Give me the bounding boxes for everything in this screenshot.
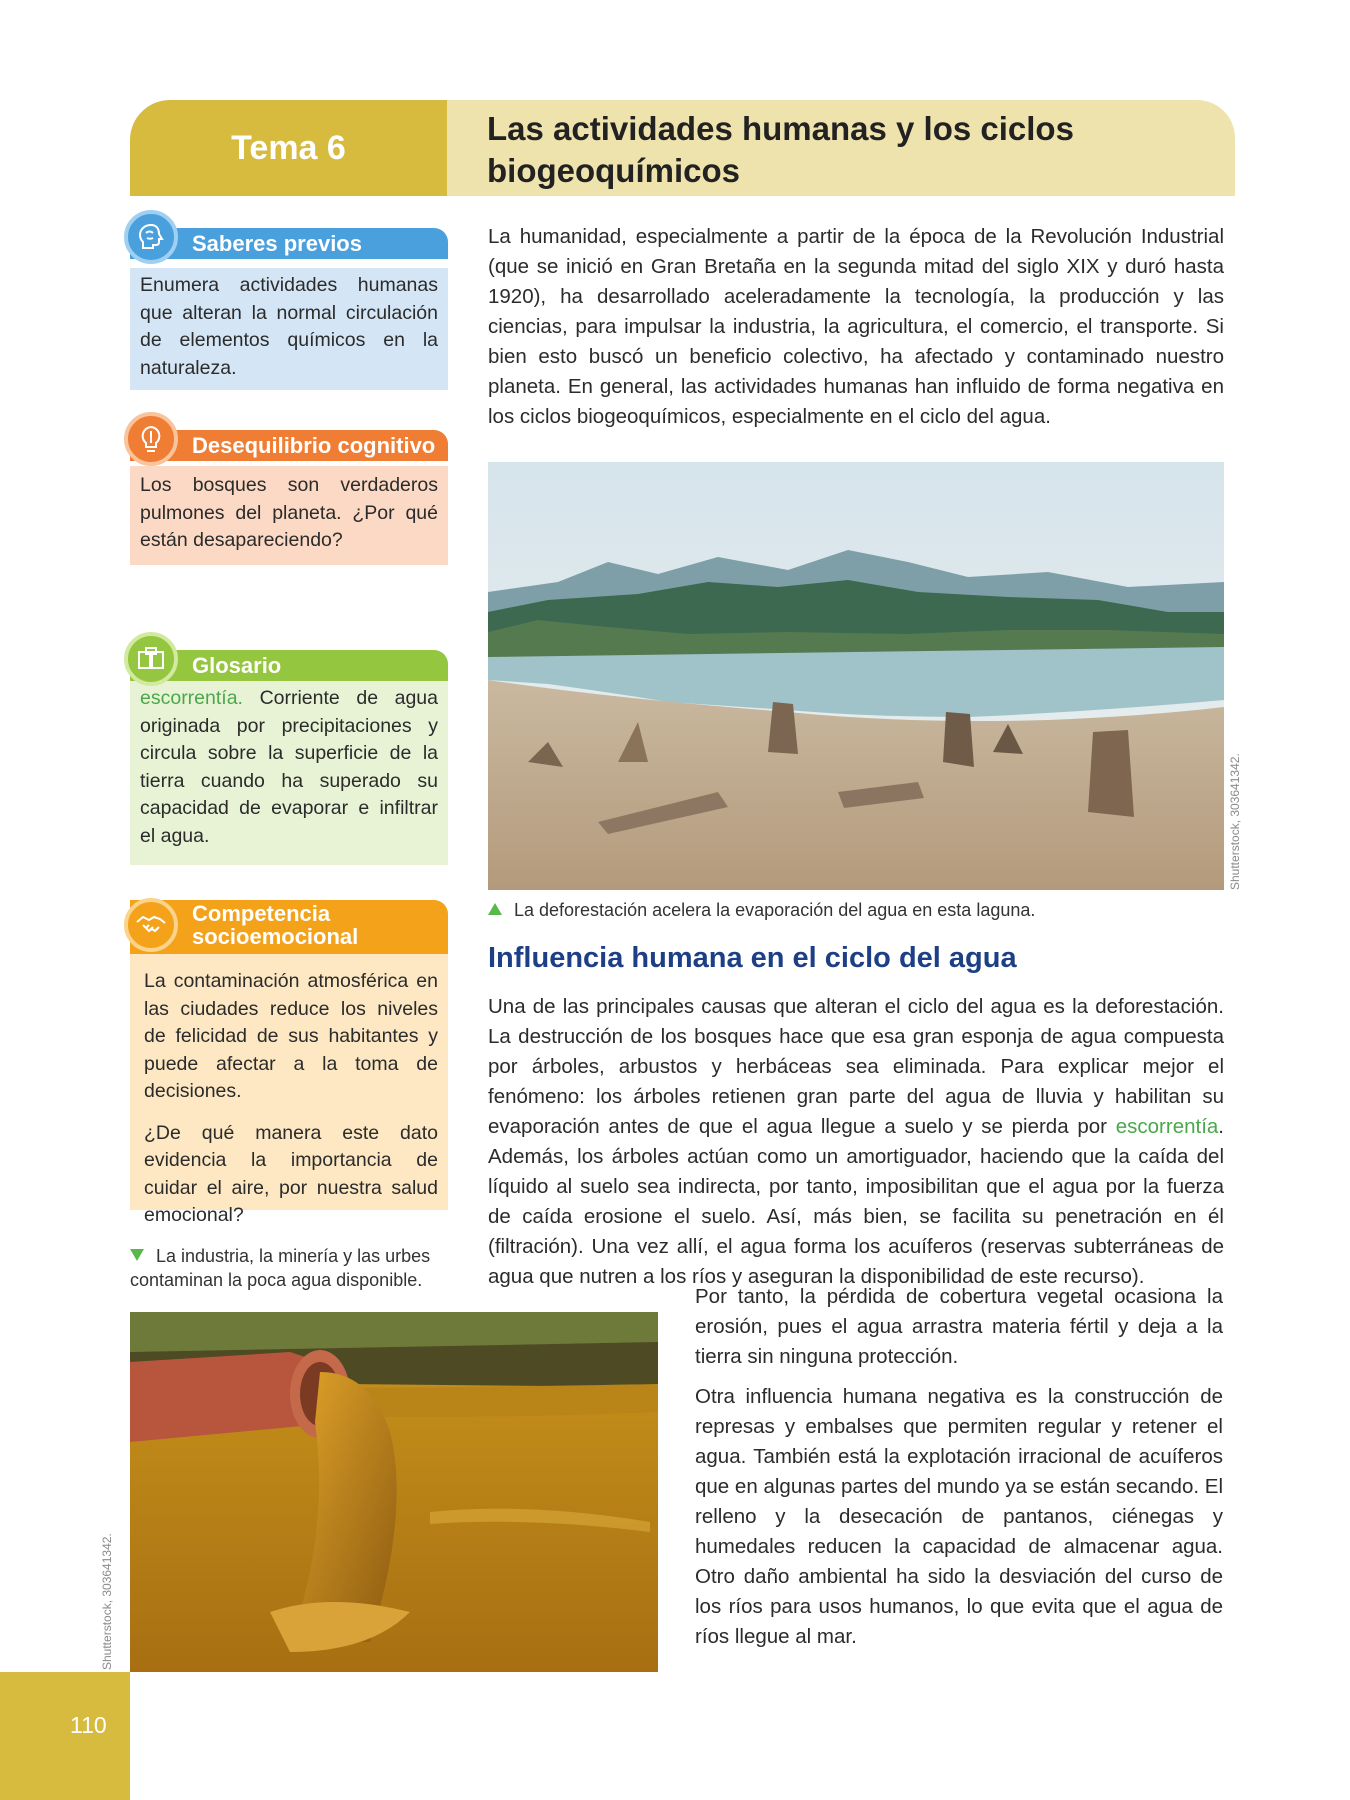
competencia-paragraph-2: ¿De qué manera este dato evidencia la importancia de cuidar el aire, por nuestra salud emocional? bbox=[144, 1121, 438, 1226]
competencia-socioemocional-box bbox=[130, 900, 448, 1226]
section-paragraph-before: Una de las principales causas que alteran el ciclo del agua es la deforestación. La destrucción de los bosques hace que esa gran esponja de agua compuesta por árboles, arbustos y herbáceas sea eliminada. Para explicar mejor el fenómeno: los árboles retienen gran parte del agua de lluvia y habilitan su evaporación antes de que el agua llegue a suelo y se pierda por bbox=[488, 995, 1224, 1138]
page-number-band bbox=[0, 1672, 130, 1800]
glosario-definition: Corriente de agua originada por precipitaciones y circula sobre la superficie de la tierra cuando ha superado su capacidad de evaporar e infiltrar el agua. bbox=[140, 687, 439, 847]
title-band bbox=[447, 100, 1235, 196]
intro-paragraph: La humanidad, especialmente a partir de la época de la Revolución Industrial (que se inició en Gran Bretaña en la segunda mitad del siglo XIX y duró hasta 1920), ha desarrollado aceleradamente la tecnología, la producción y las ciencias, para impulsar la industria, la agricultura, el comercio, el transporte. Si bien esto buscó un beneficio colectivo, ha afectado y contaminado nuestro planeta. En general, las actividades humanas han influido de forma negativa en los ciclos biogeoquímicos, especialmente en el ciclo del agua. bbox=[488, 225, 1224, 428]
caption-triangle-down-icon bbox=[130, 1249, 144, 1261]
brain-icon bbox=[124, 210, 178, 264]
pollution-caption bbox=[130, 1244, 448, 1292]
glosario-title: Glosario bbox=[192, 653, 282, 678]
right-column-text bbox=[695, 1282, 1223, 1662]
section-paragraph-after: . Además, los árboles actúan como un amortiguador, haciendo que la caída del líquido al suelo sea indirecta, por tanto, imposibilitan que el agua por la fuerza de caída erosione el suelo. Así, más bien, se facilita su penetración en él (filtración). Una vez allí, el agua forma los acuíferos (reservas subterráneas de agua que nutren a los ríos y aseguran la disponibilidad de este recurso). bbox=[488, 1115, 1224, 1288]
caption-triangle-up-icon bbox=[488, 903, 502, 915]
competencia-socioemocional-title: Competencia socioemocional bbox=[192, 901, 359, 949]
tema-label-band bbox=[130, 100, 447, 196]
photo-credit-2: Shutterstock, 303641342. bbox=[100, 1533, 114, 1670]
page-number: 110 bbox=[70, 1712, 107, 1738]
tema-label: Tema 6 bbox=[231, 128, 346, 167]
desequilibrio-cognitivo-text: Los bosques son verdaderos pulmones del planeta. ¿Por qué están desapareciendo? bbox=[130, 466, 448, 565]
desequilibrio-cognitivo-box bbox=[130, 430, 448, 565]
desequilibrio-cognitivo-title: Desequilibrio cognitivo bbox=[192, 433, 436, 458]
section-title: Influencia humana en el ciclo del agua bbox=[488, 942, 1017, 974]
saberes-previos-title: Saberes previos bbox=[192, 231, 362, 256]
photo-credit-1: Shutterstock, 303641342. bbox=[1228, 753, 1242, 890]
section-paragraph bbox=[488, 992, 1224, 1292]
saberes-previos-box bbox=[130, 228, 448, 390]
pollution-caption-text: La industria, la minería y las urbes contaminan la poca agua disponible. bbox=[130, 1246, 431, 1290]
page-title: Las actividades humanas y los ciclos biogeoquímicos bbox=[487, 110, 1074, 189]
right-paragraph-1: Por tanto, la pérdida de cobertura vegetal ocasiona la erosión, pues el agua arrastra materia fértil y deja a la tierra sin ninguna protección. bbox=[695, 1285, 1223, 1368]
pollution-pipe-photo bbox=[130, 1312, 658, 1672]
deforestation-caption-text: La deforestación acelera la evaporación del agua en esta laguna. bbox=[514, 900, 1036, 920]
deforestation-caption bbox=[488, 898, 1224, 922]
handshake-icon bbox=[124, 898, 178, 952]
saberes-previos-text: Enumera actividades humanas que alteran la normal circulación de elementos químicos en la naturaleza. bbox=[130, 268, 448, 390]
right-paragraph-2: Otra influencia humana negativa es la construcción de represas y embalses que permiten regular y retener el agua. También está la explotación irracional de acuíferos que en algunas partes del mundo ya se están secando. El relleno y la desecación de pantanos, ciénegas y humedales reducen la capacidad de almacenar agua. Otro daño ambiental ha sido la desviación del curso de los ríos para usos humanos, lo que evita que el agua de ríos llegue al mar. bbox=[695, 1385, 1223, 1648]
glosario-term: escorrentía. bbox=[140, 687, 243, 709]
glosario-box bbox=[130, 650, 448, 865]
competencia-socioemocional-text bbox=[130, 954, 448, 1226]
competencia-paragraph-1: La contaminación atmosférica en las ciudades reduce los niveles de felicidad de sus habitantes y puede afectar a la toma de decisiones. bbox=[144, 970, 438, 1102]
escorrentia-link[interactable]: escorrentía bbox=[1115, 1115, 1219, 1138]
deforestation-photo bbox=[488, 462, 1224, 890]
book-icon bbox=[124, 632, 178, 686]
lightbulb-icon bbox=[124, 412, 178, 466]
glosario-text bbox=[130, 681, 448, 865]
